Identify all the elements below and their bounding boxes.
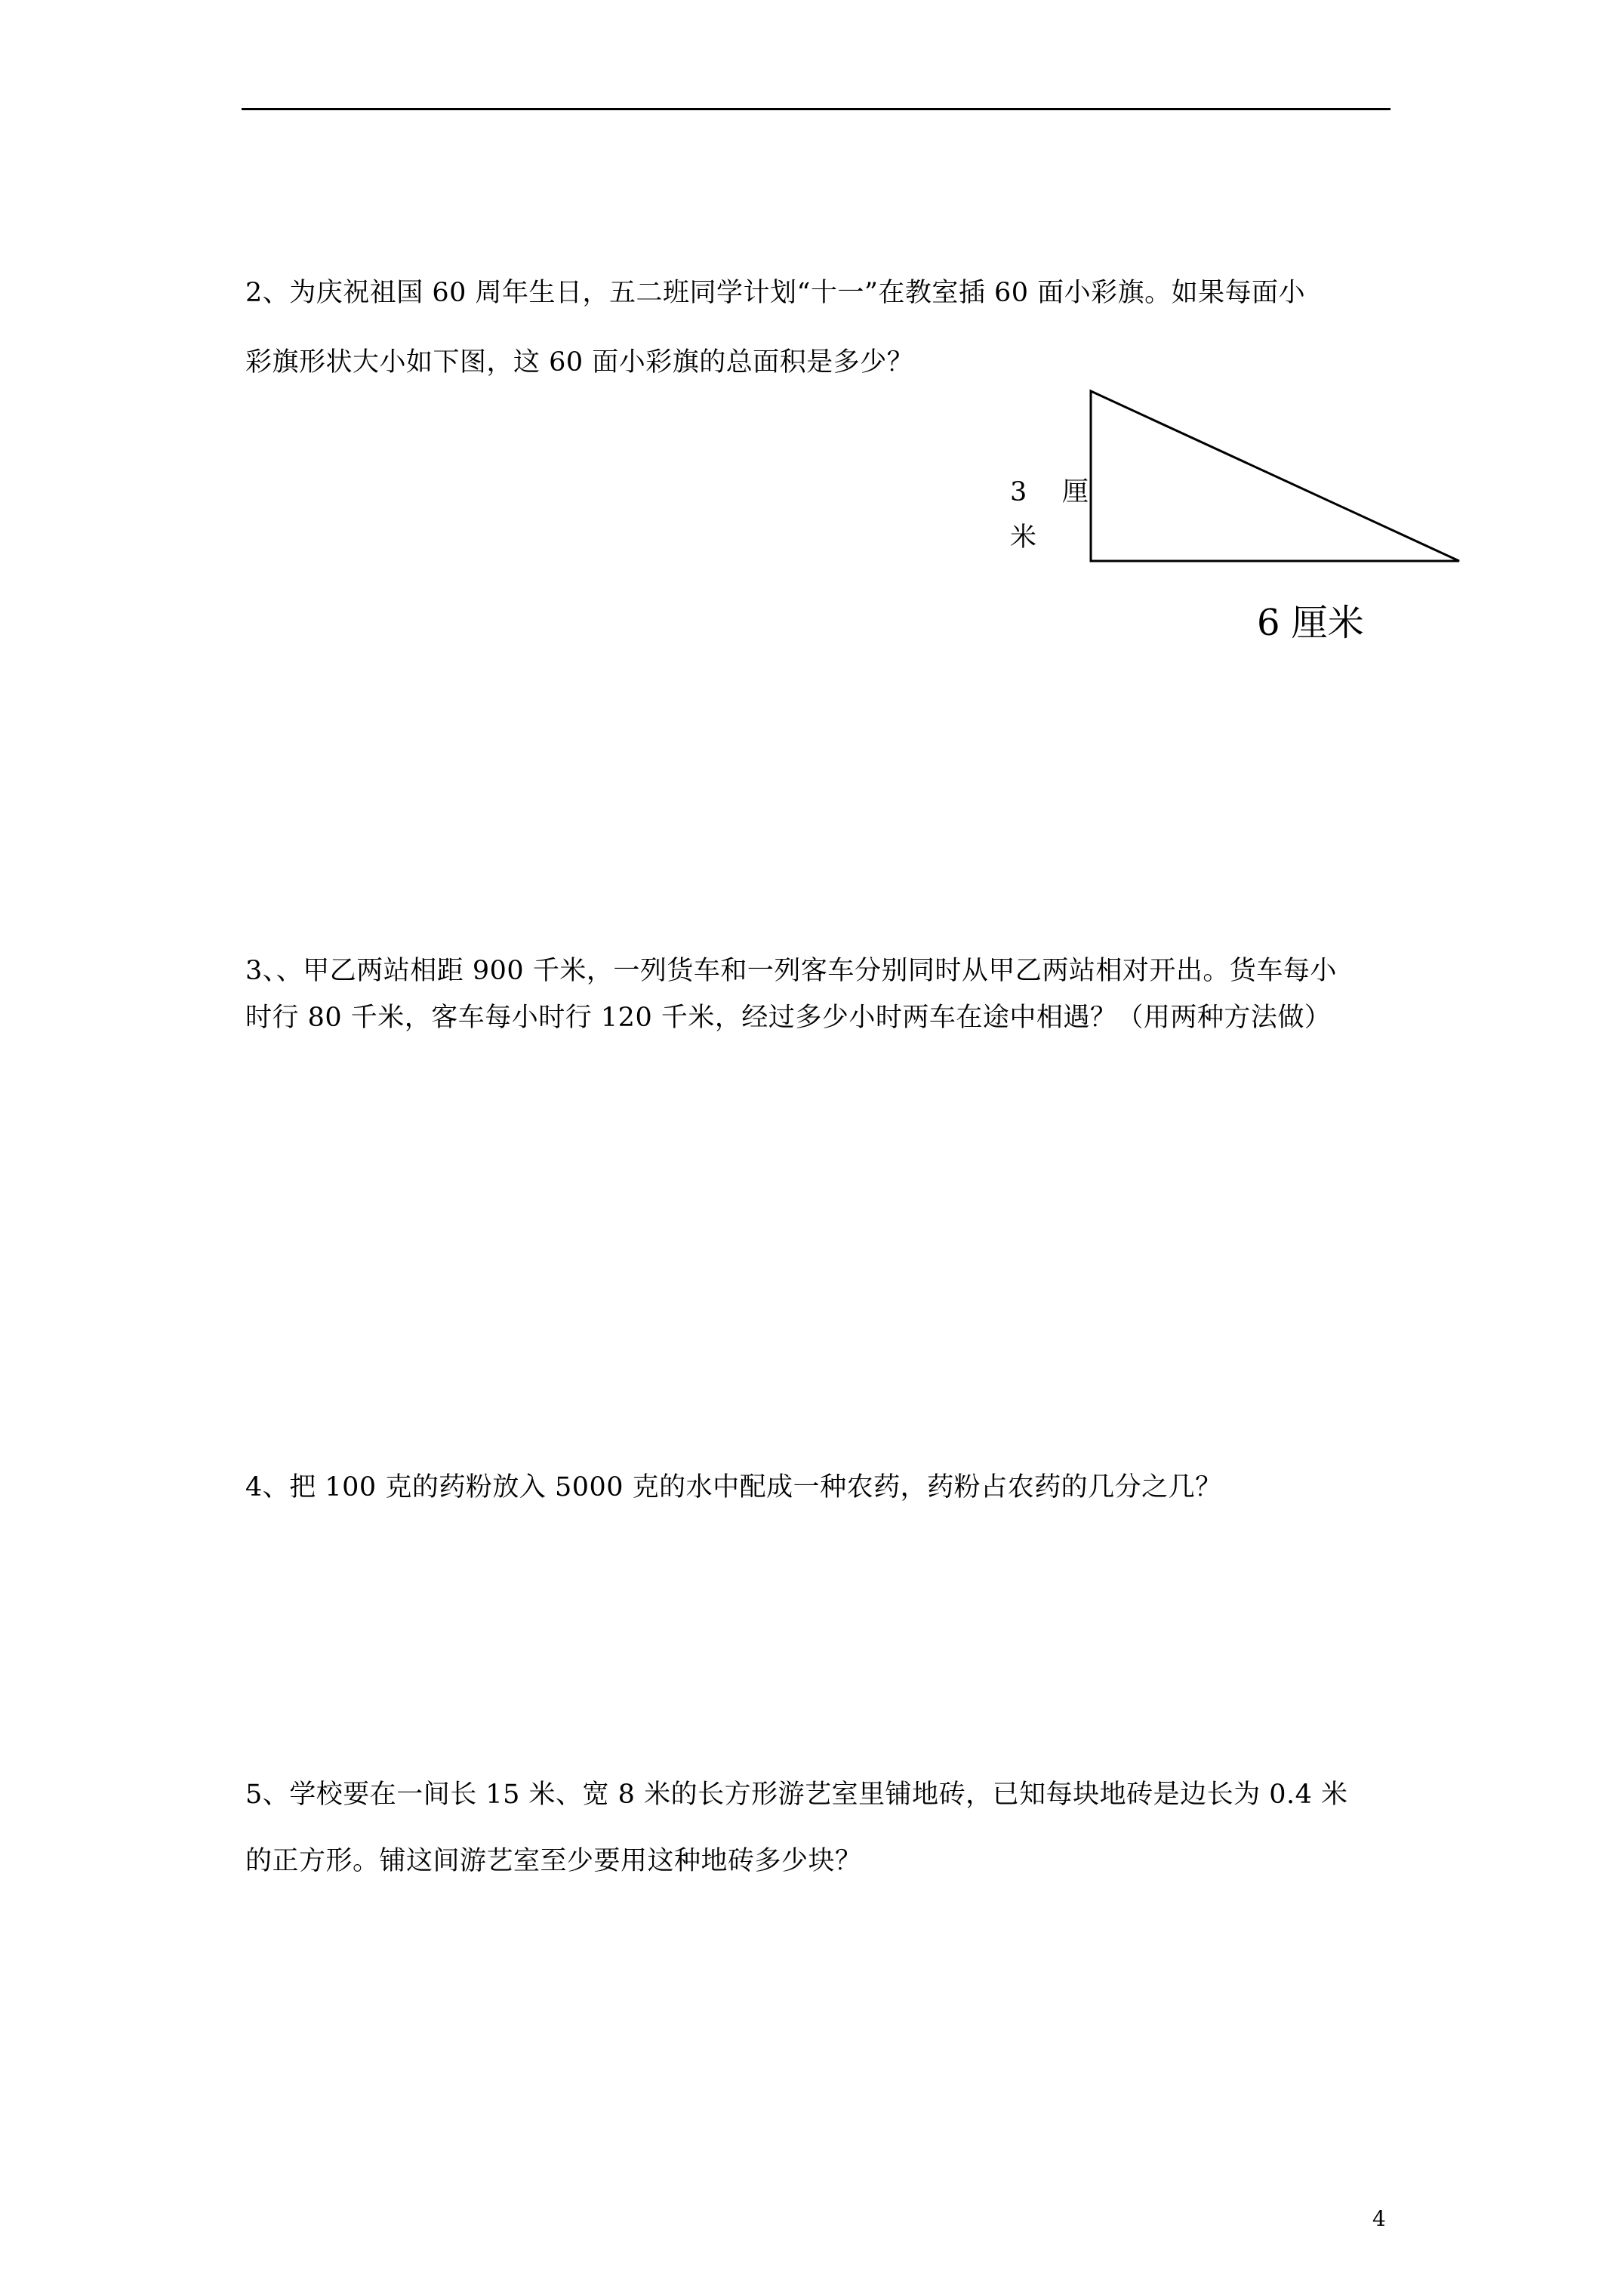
height-label-unit-top: 厘: [1062, 477, 1089, 507]
header-rule: [242, 108, 1390, 110]
base-label: 6 厘米: [1257, 602, 1364, 644]
triangle-drawing: [989, 381, 1472, 646]
height-label-unit-bottom: 米: [1010, 522, 1037, 553]
page-number: 4: [1372, 2206, 1386, 2231]
triangle-figure: [989, 381, 1472, 646]
question-4-line-1: 4、把 100 克的药粉放入 5000 克的水中配成一种农药，药粉占农药的几分之几？: [245, 1472, 1222, 1502]
height-label-number: 3: [1010, 477, 1027, 507]
question-5-line-1: 5、学校要在一间长 15 米、宽 8 米的长方形游艺室里铺地砖，已知每块地砖是边长为 0.4 米: [245, 1780, 1348, 1810]
question-3-line-1: 3、、甲乙两站相距 900 千米，一列货车和一列客车分别同时从甲乙两站相对开出。货车每小: [245, 956, 1337, 986]
question-5-line-2: 的正方形。铺这间游艺室至少要用这种地砖多少块？: [245, 1846, 862, 1876]
question-2-line-1: 2、为庆祝祖国 60 周年生日，五二班同学计划“十一”在教室插 60 面小彩旗。如果每面小: [245, 278, 1306, 308]
question-2-line-2: 彩旗形状大小如下图，这 60 面小彩旗的总面积是多少？: [245, 347, 914, 378]
question-3-line-2: 时行 80 千米，客车每小时行 120 千米，经过多少小时两车在途中相遇？（用两种方法做）: [245, 1003, 1332, 1033]
triangle-shape: [1091, 391, 1459, 561]
